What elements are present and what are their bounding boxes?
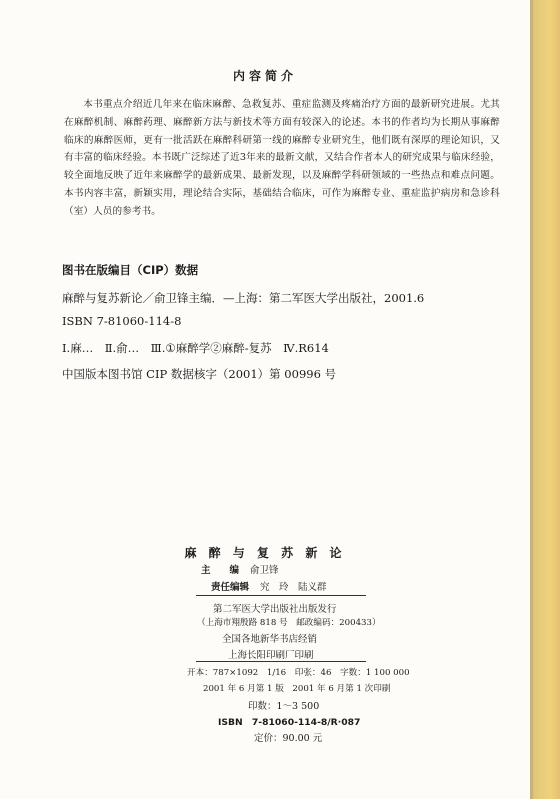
colophon-address: （上海市翔殷路 818 号 邮政编码：200433）	[197, 618, 381, 628]
colophon-print-count: 印数：1～3 500	[248, 701, 320, 712]
colophon-printer: 上海长阳印刷厂印刷	[228, 650, 314, 661]
colophon-distributor: 全国各地新华书店经销	[222, 634, 318, 645]
colophon-edition-line: 2001 年 6 月第 1 版 2001 年 6 月第 1 次印刷	[203, 684, 391, 694]
colophon-divider-top	[196, 595, 366, 596]
cip-heading: 图书在版编目（CIP）数据	[62, 263, 199, 277]
colophon-format-line: 开本：787×1092 1/16 印张：46 字数：1 100 000	[187, 668, 410, 678]
resp-editor-names: 究 玲 陆义群	[260, 582, 327, 593]
page-edge-strip	[530, 0, 560, 799]
editor-label: 主 编	[201, 565, 240, 576]
faint-stamp-shadow	[210, 212, 310, 236]
colophon-divider-mid	[196, 661, 366, 662]
cip-title-line: 麻醉与复苏新论／俞卫锋主编．—上海：第二军医大学出版社，2001.6	[62, 291, 425, 305]
colophon-price: 定价：90.00 元	[254, 733, 323, 744]
editor-name: 俞卫锋	[250, 565, 279, 576]
cip-class-line: Ⅰ.麻… Ⅱ.俞… Ⅲ.①麻醉学②麻醉-复苏 Ⅳ.R614	[62, 341, 329, 355]
colophon-editor-row	[201, 562, 279, 576]
colophon-resp-row	[211, 579, 327, 593]
colophon-book-title: 麻 醉 与 复 苏 新 论	[184, 546, 346, 560]
colophon-publisher: 第二军医大学出版社出版发行	[213, 604, 337, 615]
intro-body: 本书重点介绍近几年来在临床麻醉、急救复苏、重症监测及疼痛治疗方面的最新研究进展。尤其在麻醉机制、麻醉药理、麻醉新方法与新技术等方面有较深入的论述。本书的作者均为长期从事麻醉临床的麻醉医师，更有一批活跃在麻醉科研第一线的麻醉专业研究生，他们既有深厚的理论知识，又有丰富的临床经验。本书既广泛综述了近3年来的最新文献，又结合作者本人的研究成果与临床经验，较全面地反映了近年来麻醉学的最新成果、最新发现，以及麻醉学科研领域的一些热点和难点问题。本书内容丰富，新颖实用，理论结合实际，基础结合临床，可作为麻醉专业、重症监护病房和急诊科（室）人员的参考书。	[64, 99, 500, 217]
resp-editor-label: 责任编辑	[211, 582, 250, 593]
cip-isbn-line: ISBN 7-81060-114-8	[62, 314, 182, 328]
cip-record-line: 中国版本图书馆 CIP 数据核字（2001）第 00996 号	[62, 367, 337, 381]
colophon-isbn: ISBN 7-81060-114-8/R·087	[218, 717, 361, 728]
intro-title: 内容简介	[232, 69, 297, 83]
